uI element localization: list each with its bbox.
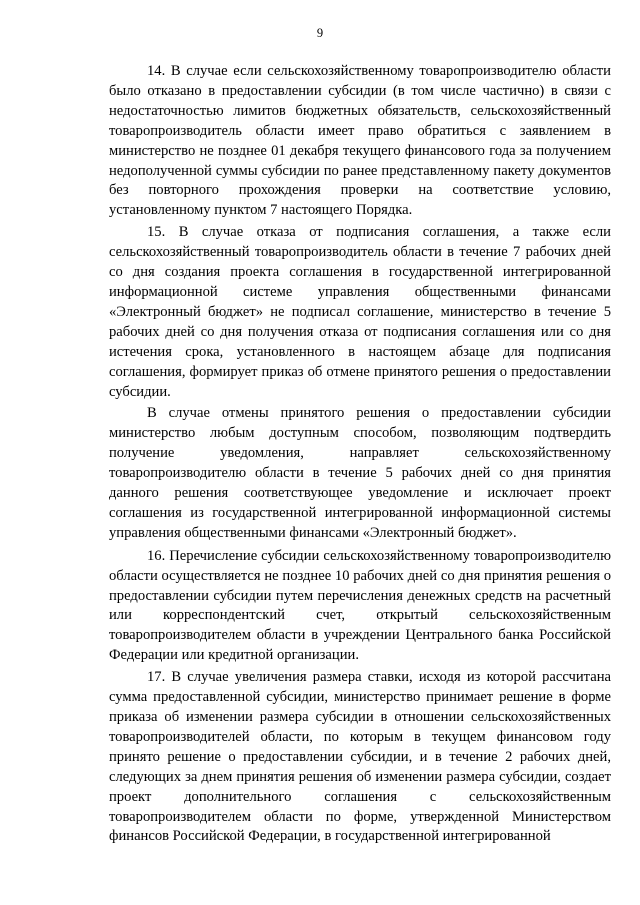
paragraph-17: 17. В случае увеличения размера ставки, исходя из которой рассчитана сумма предоставленной субсидии, министерство принимает решение в форме приказа об изменении размера субсидии в отношении сельскохозяйственных товаропроизводителей области, по которым в текущем финансовом году принято решение о предоставлении субсидии, и в течение 2 рабочих дней, следующих за днем принятия решения об изменении размера субсидии, создает проект дополнительного соглашения с сельскохозяйственным товаропроизводителем области по форме, утвержденной Министерством финансов Российской Федерации, в государственной интегрированной (109, 669, 611, 845)
paragraph-14: 14. В случае если сельскохозяйственному товаропроизводителю области было отказано в предоставлении субсидии (в том числе частично) в связи с недостаточностью лимитов бюджетных обязательств, сельскохозяйственный товаропроизводитель области имеет право обратиться с заявлением в министерство не позднее 01 декабря текущего финансового года за получением недополученной суммы субсидии по ранее представленному пакету документов без повторного прохождения проверки на соответствие условию, установленному пунктом 7 настоящего Порядка. (109, 63, 611, 219)
paragraph-15-cancellation: В случае отмены принятого решения о предоставлении субсидии министерство любым доступным способом, позволяющим подтвердить получение уведомления, направляет сельскохозяйственному товаропроизводителю области в течение 5 рабочих дней со дня принятия данного решения соответствующее уведомление и исключает проект соглашения из государственной интегрированной информационной системы управления общественными финансами «Электронный бюджет». (109, 405, 611, 541)
document-body (109, 62, 611, 847)
page-number: 9 (316, 26, 324, 40)
paragraph-15: 15. В случае отказа от подписания соглашения, а также если сельскохозяйственный товаропроизводитель области в течение 7 рабочих дней со дня создания проекта соглашения в государственной интегрированной информационной системе управления общественными финансами «Электронный бюджет» не подписал соглашение, министерство в течение 5 рабочих дней со дня получения отказа от подписания соглашения или со дня истечения срока, установленного в настоящем абзаце для подписания соглашения, формирует приказ об отмене принятого решения о предоставлении субсидии. (109, 224, 611, 400)
paragraph-16: 16. Перечисление субсидии сельскохозяйственному товаропроизводителю области осуществляется не позднее 10 рабочих дней со дня принятия решения о предоставлении субсидии путем перечисления денежных средств на расчетный или корреспондентский счет, открытый сельскохозяйственным товаропроизводителем области в учреждении Центрального банка Российской Федерации или кредитной организации. (109, 547, 611, 664)
